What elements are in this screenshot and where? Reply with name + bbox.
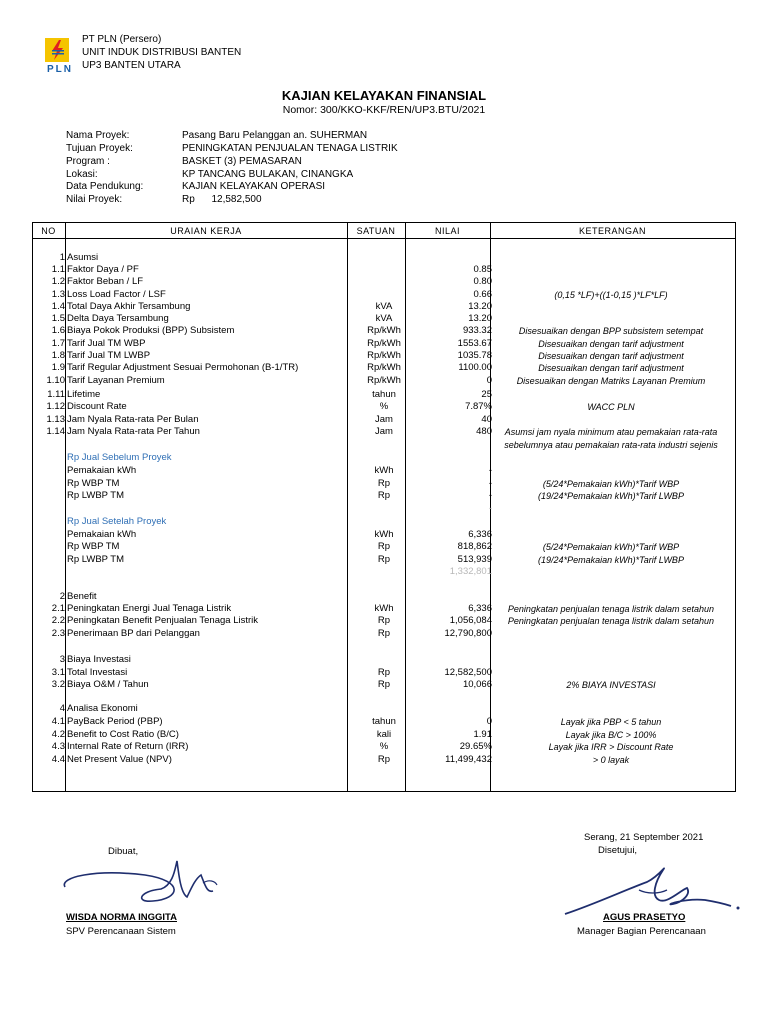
row-no: 1.8 <box>51 350 65 361</box>
row-value: 480 <box>476 426 492 437</box>
row-unit: Jam <box>375 414 393 425</box>
table-row <box>32 591 735 603</box>
row-no: 3.2 <box>51 679 65 690</box>
row-note: sebelumnya atau pemakaian rata-rata industri sejenis <box>504 440 718 450</box>
row-desc: Lifetime <box>67 389 101 400</box>
signer-position-left: SPV Perencanaan Sistem <box>66 926 176 937</box>
signature-caption: Disetujui, <box>598 845 638 856</box>
row-desc: Pemakaian kWh <box>67 529 137 540</box>
row-no: 1.10 <box>46 375 65 386</box>
info-value: BASKET (3) PEMASARAN <box>182 156 302 167</box>
table-row <box>32 603 735 615</box>
row-no: 4.3 <box>51 741 65 752</box>
table-row <box>32 426 735 438</box>
info-value: PENINGKATAN PENJUALAN TENAGA LISTRIK <box>182 143 398 154</box>
table-row <box>32 667 735 679</box>
info-value: KP TANCANG BULAKAN, CINANGKA <box>182 169 354 180</box>
table-row <box>32 439 735 451</box>
row-desc: Faktor Beban / LF <box>67 276 144 287</box>
row-note: > 0 layak <box>592 755 630 765</box>
row-unit: kali <box>376 729 392 740</box>
table-row <box>32 289 735 301</box>
row-note: (5/24*Pemakaian kWh)*Tarif WBP <box>542 542 680 552</box>
row-unit: Rp <box>377 628 391 639</box>
row-no: 4.1 <box>51 716 65 727</box>
row-note: WACC PLN <box>587 402 635 412</box>
signer-name-right: AGUS PRASETYO <box>603 912 686 923</box>
info-value: Rp 12,582,500 <box>182 194 262 205</box>
row-no: 1.4 <box>51 301 65 312</box>
row-desc: Biaya O&M / Tahun <box>67 679 149 690</box>
row-value: 12,582,500 <box>444 667 492 678</box>
before-subtotal: - <box>488 503 492 514</box>
row-no: 1.14 <box>46 426 65 437</box>
row-desc: Loss Load Factor / LSF <box>67 289 166 300</box>
row-value: - <box>488 478 492 489</box>
row-value: 0 <box>486 716 492 727</box>
row-unit: Rp <box>377 679 391 690</box>
row-no: 1.3 <box>51 289 65 300</box>
row-value: 0 <box>486 375 492 386</box>
row-unit: tahun <box>372 389 396 400</box>
row-value: 40 <box>481 414 492 425</box>
row-desc: Jam Nyala Rata-rata Per Bulan <box>67 414 199 425</box>
row-no: 1.11 <box>47 389 65 400</box>
row-desc: Faktor Daya / PF <box>67 264 139 275</box>
row-value: 0.66 <box>473 289 492 300</box>
lightning-logo-icon <box>42 36 76 64</box>
row-unit: Rp <box>377 615 391 626</box>
row-unit: Rp <box>377 490 391 501</box>
table-row <box>32 615 735 627</box>
header-no: NO <box>41 226 56 236</box>
row-no: 1.1 <box>51 264 65 275</box>
row-desc: Delta Daya Tersambung <box>67 313 169 324</box>
row-note: Peningkatan penjualan tenaga listrik dalam setahun <box>507 604 715 614</box>
row-note: Disesuaikan dengan Matriks Layanan Premium <box>516 376 706 386</box>
company-name: PT PLN (Persero) <box>82 34 162 45</box>
row-note: Layak jika PBP < 5 tahun <box>560 717 662 727</box>
info-label: Program : <box>66 156 110 167</box>
row-unit: kVA <box>375 301 393 312</box>
pln-logo <box>42 36 76 76</box>
table-row <box>32 503 735 515</box>
row-value: 1553.67 <box>457 338 492 349</box>
row-desc: Penerimaan BP dari Pelanggan <box>67 628 200 639</box>
row-desc: Total Daya Akhir Tersambung <box>67 301 191 312</box>
row-value: 29.65% <box>459 741 492 752</box>
table-row <box>32 654 735 666</box>
row-note: 2% BIAYA INVESTASI <box>566 680 656 690</box>
row-note: Disesuaikan dengan BPP subsistem setempat <box>518 326 704 336</box>
row-value: 1035.78 <box>457 350 492 361</box>
row-unit: kWh <box>374 529 394 540</box>
after-project-title: Rp Jual Setelah Proyek <box>67 516 167 527</box>
row-no: 1 <box>59 252 65 263</box>
row-note: (5/24*Pemakaian kWh)*Tarif WBP <box>542 479 680 489</box>
table-row <box>32 301 735 313</box>
row-unit: Rp <box>377 667 391 678</box>
row-unit: Rp <box>377 478 391 489</box>
row-unit: Rp/kWh <box>367 350 401 361</box>
row-desc: Rp WBP TM <box>67 478 120 489</box>
table-row <box>32 252 735 264</box>
table-row <box>32 313 735 325</box>
row-desc: Discount Rate <box>67 401 127 412</box>
table-header-divider <box>32 238 735 239</box>
row-unit: Rp/kWh <box>367 375 401 386</box>
place-date: Serang, 21 September 2021 <box>584 832 704 843</box>
row-note: (19/24*Pemakaian kWh)*Tarif LWBP <box>538 555 684 565</box>
table-row <box>32 478 735 490</box>
row-no: 4 <box>59 703 65 714</box>
row-unit: kWh <box>374 465 394 476</box>
row-no: 1.12 <box>46 401 65 412</box>
table-border-bottom <box>32 791 735 792</box>
signer-position-right: Manager Bagian Perencanaan <box>577 926 706 937</box>
row-value: 13.20 <box>468 313 492 324</box>
row-no: 4.2 <box>51 729 65 740</box>
row-desc: PayBack Period (PBP) <box>67 716 163 727</box>
signature-caption: Dibuat, <box>108 846 139 857</box>
row-desc: Asumsi <box>67 252 99 263</box>
row-desc: Tarif Jual TM WBP <box>67 338 146 349</box>
table-row <box>32 325 735 337</box>
row-no: 2.3 <box>51 628 65 639</box>
info-label: Tujuan Proyek: <box>66 143 133 154</box>
header-value: NILAI <box>434 226 460 236</box>
table-row <box>32 338 735 350</box>
row-note: Layak jika B/C > 100% <box>565 730 657 740</box>
row-value: 1.91 <box>473 729 492 740</box>
row-no: 1.7 <box>51 338 65 349</box>
info-value: Pasang Baru Pelanggan an. SUHERMAN <box>182 130 368 141</box>
row-value: 13.20 <box>468 301 492 312</box>
row-note: Disesuaikan dengan tarif adjustment <box>538 339 684 349</box>
row-no: 2.2 <box>51 615 65 626</box>
row-desc: Peningkatan Benefit Penjualan Tenaga Listrik <box>67 615 259 626</box>
table-row <box>32 628 735 640</box>
table-border-right <box>735 222 736 792</box>
row-no: 1.9 <box>51 362 65 373</box>
row-desc: Benefit to Cost Ratio (B/C) <box>67 729 179 740</box>
row-unit: % <box>379 741 389 752</box>
row-desc: Rp LWBP TM <box>67 554 125 565</box>
row-unit: tahun <box>372 716 396 727</box>
row-no: 2.1 <box>51 603 65 614</box>
row-desc: Analisa Ekonomi <box>67 703 138 714</box>
signer-name-left: WISDA NORMA INGGITA <box>66 912 177 923</box>
row-value: - <box>488 465 492 476</box>
table-row <box>32 741 735 753</box>
header-unit: SATUAN <box>356 226 396 236</box>
table-row <box>32 414 735 426</box>
info-value: KAJIAN KELAYAKAN OPERASI <box>182 181 326 192</box>
header-note: KETERANGAN <box>578 226 646 236</box>
row-note: Asumsi jam nyala minimum atau pemakaian rata-rata <box>504 427 718 437</box>
table-row <box>32 465 735 477</box>
row-desc: Rp LWBP TM <box>67 490 125 501</box>
table-row <box>32 401 735 413</box>
row-value: - <box>488 490 492 501</box>
table-row <box>32 389 735 401</box>
row-desc: Benefit <box>67 591 97 602</box>
row-note: (0,15 *LF)+((1-0,15 )*LF*LF) <box>554 290 668 300</box>
table-row <box>32 754 735 766</box>
row-value: 933.32 <box>462 325 492 336</box>
row-no: 3 <box>59 654 65 665</box>
row-note: Disesuaikan dengan tarif adjustment <box>538 351 684 361</box>
table-row <box>32 529 735 541</box>
table-row <box>32 554 735 566</box>
row-value: 6,336 <box>468 603 492 614</box>
table-row <box>32 490 735 502</box>
table-row <box>32 276 735 288</box>
info-label: Data Pendukung: <box>66 181 144 192</box>
row-note: Disesuaikan dengan tarif adjustment <box>538 363 684 373</box>
row-value: 1100.00 <box>458 362 492 373</box>
row-no: 1.6 <box>51 325 65 336</box>
row-no: 1.2 <box>51 276 65 287</box>
row-unit: Rp <box>377 554 391 565</box>
row-desc: Jam Nyala Rata-rata Per Tahun <box>67 426 200 437</box>
row-no: 1.13 <box>46 414 65 425</box>
row-no: 2 <box>59 591 65 602</box>
table-row <box>32 375 735 387</box>
table-row <box>32 729 735 741</box>
table-row <box>32 350 735 362</box>
header-desc: URAIAN KERJA <box>170 226 242 236</box>
unit-name: UNIT INDUK DISTRIBUSI BANTEN <box>82 47 242 58</box>
sub-unit-name: UP3 BANTEN UTARA <box>82 60 181 71</box>
row-desc: Total Investasi <box>67 667 128 678</box>
row-value: 10,066 <box>462 679 492 690</box>
row-value: 12,790,800 <box>444 628 492 639</box>
row-no: 3.1 <box>51 667 65 678</box>
table-row <box>32 264 735 276</box>
after-subtotal: 1,332,801 <box>449 566 492 577</box>
row-desc: Peningkatan Energi Jual Tenaga Listrik <box>67 603 232 614</box>
row-desc: Rp WBP TM <box>67 541 120 552</box>
row-value: 0.85 <box>473 264 492 275</box>
row-value: 513,939 <box>457 554 492 565</box>
table-row <box>32 362 735 374</box>
row-desc: Internal Rate of Return (IRR) <box>67 741 189 752</box>
row-desc: Tarif Jual TM LWBP <box>67 350 151 361</box>
table-row <box>32 703 735 715</box>
row-unit: Rp/kWh <box>367 362 401 373</box>
row-unit: Jam <box>375 426 393 437</box>
info-label: Nama Proyek: <box>66 130 130 141</box>
info-label: Lokasi: <box>66 169 98 180</box>
row-unit: % <box>379 401 389 412</box>
info-label: Nilai Proyek: <box>66 194 123 205</box>
row-value: 7.87% <box>465 401 492 412</box>
table-row <box>32 716 735 728</box>
row-note: Layak jika IRR > Discount Rate <box>548 742 674 752</box>
document-title: KAJIAN KELAYAKAN FINANSIAL <box>281 88 487 103</box>
row-value: 25 <box>481 389 492 400</box>
row-value: 6,336 <box>468 529 492 540</box>
table-row <box>32 541 735 553</box>
row-unit: Rp <box>377 541 391 552</box>
row-unit: kVA <box>375 313 393 324</box>
table-row <box>32 516 735 528</box>
table-border-top <box>32 222 735 223</box>
signature-left-scribble-icon <box>55 855 235 915</box>
row-unit: Rp/kWh <box>367 338 401 349</box>
row-desc: Tarif Layanan Premium <box>67 375 165 386</box>
row-value: 818,862 <box>457 541 492 552</box>
row-unit: Rp/kWh <box>367 325 401 336</box>
row-desc: Biaya Pokok Produksi (BPP) Subsistem <box>67 325 235 336</box>
row-value: 1,056,084 <box>449 615 492 626</box>
row-desc: Tarif Regular Adjustment Sesuai Permohonan (B-1/TR) <box>67 362 299 373</box>
row-value: 11,499,432 <box>445 754 492 765</box>
row-no: 4.4 <box>51 754 65 765</box>
row-note: (19/24*Pemakaian kWh)*Tarif LWBP <box>538 491 684 501</box>
row-no: 1.5 <box>51 313 65 324</box>
logo-text: PLN <box>47 64 73 75</box>
row-unit: kWh <box>374 603 394 614</box>
table-row <box>32 566 735 578</box>
before-project-title: Rp Jual Sebelum Proyek <box>67 452 172 463</box>
row-unit: Rp <box>377 754 391 765</box>
signature-right-scribble-icon <box>555 860 745 920</box>
table-row <box>32 452 735 464</box>
row-desc: Pemakaian kWh <box>67 465 137 476</box>
row-value: 0.80 <box>473 276 492 287</box>
row-desc: Biaya Investasi <box>67 654 131 665</box>
table-row <box>32 679 735 691</box>
document-number: Nomor: 300/KKO-KKF/REN/UP3.BTU/2021 <box>282 104 486 116</box>
row-desc: Net Present Value (NPV) <box>67 754 172 765</box>
row-note: Peningkatan penjualan tenaga listrik dalam setahun <box>507 616 715 626</box>
